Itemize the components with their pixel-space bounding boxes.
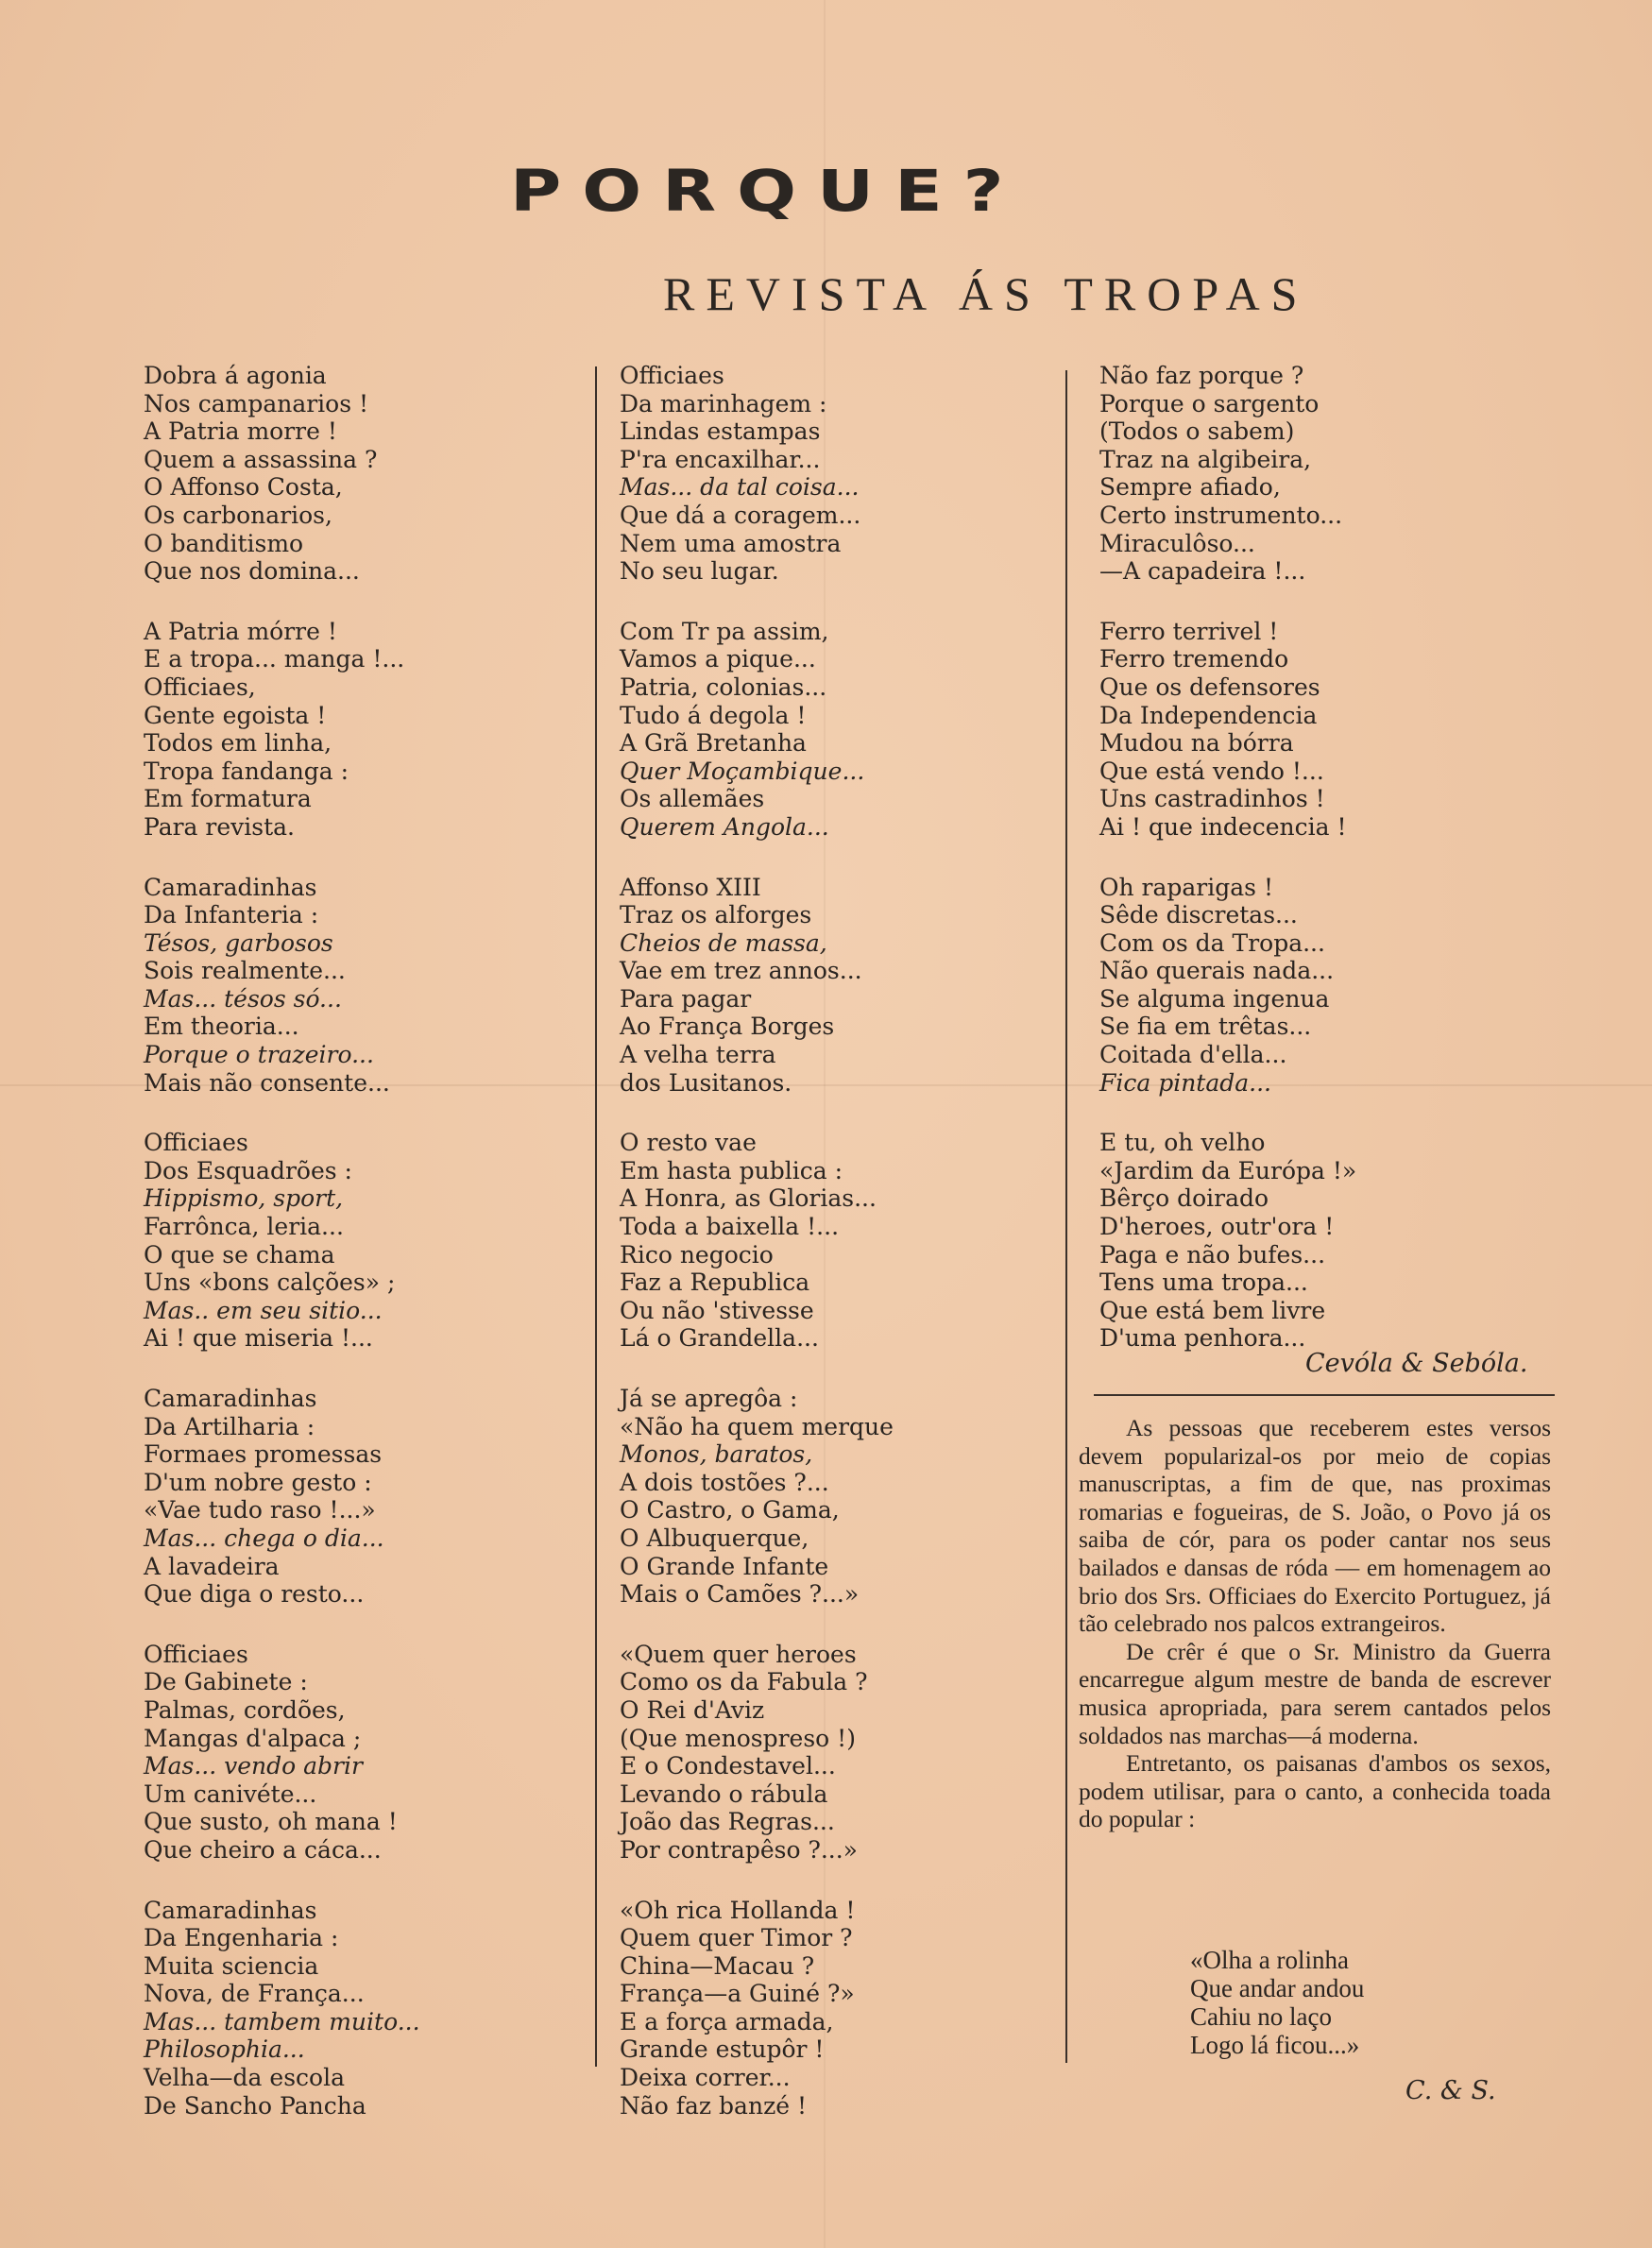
poem-line: Da Independencia — [1099, 701, 1318, 729]
poem-line: A dois tostões ?... — [620, 1468, 829, 1496]
poem-line: Palmas, cordões, — [144, 1695, 346, 1724]
poem-line: Não faz porque ? — [1099, 362, 1304, 389]
poem-line: (Todos o sabem) — [1099, 417, 1295, 446]
poem-line: «Quem quer heroes — [620, 1640, 857, 1668]
poem-line: P'ra encaxilhar... — [620, 445, 821, 473]
poem-line: Todos em linha, — [144, 729, 332, 758]
poem-line: Uns «bons calções» ; — [144, 1269, 396, 1297]
poem-line: Officiaes — [144, 1640, 248, 1668]
poem-line: Lá o Grandella... — [620, 1324, 819, 1353]
poem-line: Ferro tremendo — [1099, 645, 1289, 673]
poem-line: Levando o rábula — [620, 1780, 828, 1808]
poem-line: Da Artilharia : — [144, 1412, 315, 1440]
section-rule — [1094, 1394, 1555, 1396]
poem-stanza — [620, 1385, 894, 1609]
prose-paragraph: De crêr é que o Sr. Ministro da Guerra encarregue algum mestre de banda de escrever musica apropriada, para serem cantados pelos soldados nas marchas—á moderna. — [1079, 1637, 1551, 1749]
poem-line: Que está vendo !... — [1099, 757, 1324, 785]
poem-line: Officiaes — [144, 1129, 248, 1157]
poem-line: O banditismo — [144, 529, 304, 557]
poem-line: Camaradinhas — [144, 873, 317, 901]
poem-line: Paga e não bufes... — [1099, 1240, 1326, 1269]
poem-line: D'um nobre gesto : — [144, 1468, 372, 1496]
poem-line: E tu, oh velho — [1099, 1129, 1266, 1157]
quote-line: Que andar andou — [1190, 1974, 1365, 2002]
poem-line: No seu lugar. — [620, 557, 779, 586]
poem-line: Mas... da tal coisa... — [620, 473, 860, 502]
poem-line: Com os da Tropa... — [1099, 928, 1325, 957]
poem-stanza — [620, 1897, 894, 2120]
poem-line: A Honra, as Glorias... — [620, 1184, 877, 1213]
poem-line: Traz os alforges — [620, 901, 812, 929]
poem-line: Da marinhagem : — [620, 389, 827, 417]
poem-line: Mais o Camões ?...» — [620, 1580, 860, 1609]
poem-column-2 — [620, 362, 894, 2152]
signature: Cevóla & Sebóla. — [1305, 1349, 1528, 1378]
poem-line: Uns castradinhos ! — [1099, 785, 1325, 813]
poem-line: E a força armada, — [620, 2007, 834, 2035]
poem-line: Grande estupôr ! — [620, 2035, 825, 2064]
poem-line: Mas... chega o dia... — [144, 1524, 384, 1552]
prose-paragraph: As pessoas que receberem estes versos devem popularizal-os por meio de copias manuscriptas, a fim de que, nas proximas romarias e fogueiras, de S. João, o Povo já os saiba de cór, para os poder cantar nos seus bailados e dansas de róda — em homenagem ao brio dos Srs. Officiaes do Exercito Portuguez, já tão celebrado nos palcos extrangeiros. — [1079, 1414, 1551, 1638]
prose-notice — [1079, 1414, 1551, 1833]
poem-stanza — [144, 618, 420, 842]
poem-line: Patria, colonias... — [620, 673, 827, 701]
poem-line: Affonso XIII — [620, 873, 761, 901]
poem-line: Tens uma tropa... — [1099, 1269, 1308, 1297]
prose-paragraph: Entretanto, os paisanas d'ambos os sexos, podem utilisar, para o canto, a conhecida toada do popular : — [1079, 1749, 1551, 1833]
poem-line: Mas... vendo abrir — [144, 1752, 363, 1780]
poem-line: D'uma penhora... — [1099, 1324, 1306, 1353]
poem-line: A Patria mórre ! — [144, 617, 337, 645]
poem-line: Nem uma amostra — [620, 529, 842, 557]
poem-stanza — [144, 1897, 420, 2120]
poem-line: Que está bem livre — [1099, 1296, 1326, 1324]
poem-line: Querem Angola... — [620, 812, 829, 841]
poem-line: Quem a assassina ? — [144, 445, 378, 473]
poem-line: E a tropa... manga !... — [144, 645, 405, 673]
poem-line: Quem quer Timor ? — [620, 1924, 853, 1952]
poem-line: A velha terra — [620, 1041, 776, 1069]
poem-line: Em formatura — [144, 785, 312, 813]
poem-line: Farrônca, leria... — [144, 1213, 344, 1241]
poem-line: Gente egoista ! — [144, 701, 327, 729]
poem-line: Bêrço doirado — [1099, 1184, 1269, 1213]
poem-line: Vae em trez annos... — [620, 957, 862, 985]
column-divider — [1065, 370, 1067, 2063]
poem-line: Deixa correr... — [620, 2064, 791, 2092]
poem-stanza — [1099, 362, 1356, 586]
poem-line: Não querais nada... — [1099, 957, 1335, 985]
poem-line: E o Condestavel... — [620, 1752, 836, 1780]
poem-line: Se alguma ingenua — [1099, 984, 1330, 1013]
poem-line: O Affonso Costa, — [144, 473, 343, 502]
poem-line: De Sancho Pancha — [144, 2091, 366, 2120]
poem-line: Porque o trazeiro... — [144, 1041, 374, 1069]
poem-line: Da Infanteria : — [144, 901, 319, 929]
poem-line: «Oh rica Hollanda ! — [620, 1896, 856, 1924]
poem-line: Oh raparigas ! — [1099, 873, 1273, 901]
quote-line: Logo lá ficou...» — [1190, 2031, 1360, 2059]
quote-line: «Olha a rolinha — [1190, 1946, 1349, 1974]
poem-line: Tésos, garbosos — [144, 928, 333, 957]
poem-line: Hippismo, sport, — [144, 1184, 344, 1213]
poem-line: Os carbonarios, — [144, 501, 332, 529]
poem-column-1 — [144, 362, 420, 2152]
poem-line: A lavadeira — [144, 1552, 280, 1580]
poem-line: Faz a Republica — [620, 1269, 810, 1297]
poem-line: França—a Guiné ?» — [620, 1980, 855, 2008]
poem-line: Rico negocio — [620, 1240, 774, 1269]
poem-line: Já se apregôa : — [620, 1385, 798, 1412]
poem-line: Em hasta publica : — [620, 1156, 843, 1184]
poem-stanza — [144, 1385, 420, 1609]
poem-line: Mangas d'alpaca ; — [144, 1724, 362, 1752]
poem-line: Lindas estampas — [620, 417, 821, 446]
poem-line: Porque o sargento — [1099, 389, 1320, 417]
poem-line: O Grande Infante — [620, 1552, 829, 1580]
poem-line: Certo instrumento... — [1099, 501, 1343, 529]
poem-line: Monos, baratos, — [620, 1440, 813, 1469]
poem-line: Cheios de massa, — [620, 928, 827, 957]
poem-line: João das Regras... — [620, 1808, 835, 1836]
poem-line: Ai ! que indecencia ! — [1099, 812, 1347, 841]
poem-line: Camaradinhas — [144, 1385, 317, 1412]
poem-stanza — [1099, 618, 1356, 842]
poem-line: D'heroes, outr'ora ! — [1099, 1213, 1335, 1241]
poem-stanza — [1099, 874, 1356, 1098]
poem-line: Que os defensores — [1099, 673, 1320, 701]
initials: C. & S. — [1405, 2076, 1496, 2105]
poem-stanza — [1099, 1129, 1356, 1353]
song-quote — [1190, 1946, 1364, 2059]
poem-stanza — [620, 1641, 894, 1865]
poem-line: «Jardim da Európa !» — [1099, 1156, 1357, 1184]
poem-line: O resto vae — [620, 1129, 757, 1157]
poem-line: Não faz banzé ! — [620, 2091, 808, 2120]
poem-line: Muita sciencia — [144, 1951, 319, 1980]
poem-line: Camaradinhas — [144, 1896, 317, 1924]
poem-line: China—Macau ? — [620, 1951, 815, 1980]
poem-line: Ferro terrivel ! — [1099, 617, 1279, 645]
poem-stanza — [620, 362, 894, 586]
poem-line: Os allemães — [620, 785, 765, 813]
poem-line: Tropa fandanga : — [144, 757, 349, 785]
poem-stanza — [144, 362, 420, 586]
poem-stanza — [144, 874, 420, 1098]
poem-line: Que cheiro a cáca... — [144, 1835, 382, 1864]
poem-line: «Não ha quem merque — [620, 1412, 894, 1440]
poem-line: Se fia em trêtas... — [1099, 1013, 1312, 1041]
poem-line: Mudou na bórra — [1099, 729, 1294, 758]
poem-line: Em theoria... — [144, 1013, 299, 1041]
poem-line: Velha—da escola — [144, 2064, 345, 2092]
poem-line: Officiaes, — [144, 673, 256, 701]
poem-line: De Gabinete : — [144, 1668, 308, 1696]
poem-line: Que diga o resto... — [144, 1580, 365, 1609]
poem-line: O Albuquerque, — [620, 1524, 809, 1552]
poem-line: —A capadeira !... — [1099, 557, 1306, 586]
poem-line: Quer Moçambique... — [620, 757, 865, 785]
poem-line: Mas.. em seu sitio... — [144, 1296, 383, 1324]
poem-line: Que susto, oh mana ! — [144, 1808, 398, 1836]
poem-line: Sêde discretas... — [1099, 901, 1298, 929]
poem-line: Um canivéte... — [144, 1780, 317, 1808]
poem-line: Coitada d'ella... — [1099, 1041, 1287, 1069]
poem-line: Sempre afiado, — [1099, 473, 1281, 502]
poem-line: Nova, de França... — [144, 1980, 365, 2008]
poem-line: Ai ! que miseria !... — [144, 1324, 373, 1353]
poem-line: Traz na algibeira, — [1099, 445, 1312, 473]
poem-line: O que se chama — [144, 1240, 335, 1269]
column-divider — [595, 366, 597, 2067]
poem-line: Por contrapêso ?...» — [620, 1835, 858, 1864]
poem-line: Como os da Fabula ? — [620, 1668, 868, 1696]
poem-stanza — [620, 1129, 894, 1353]
poem-line: Para revista. — [144, 812, 295, 841]
poem-line: Philosophia... — [144, 2035, 305, 2064]
poem-line: Fica pintada... — [1099, 1068, 1271, 1097]
quote-line: Cahiu no laço — [1190, 2002, 1332, 2031]
poem-line: Sois realmente... — [144, 957, 346, 985]
page-title: PORQUE? — [510, 158, 1025, 225]
poem-line: Que nos domina... — [144, 557, 360, 586]
poem-stanza — [144, 1129, 420, 1353]
poem-line: Ao França Borges — [620, 1013, 835, 1041]
poem-line: Com Tr pa assim, — [620, 617, 829, 645]
poem-line: Formaes promessas — [144, 1440, 383, 1469]
poem-line: Ou não 'stivesse — [620, 1296, 814, 1324]
poem-line: Toda a baixella !... — [620, 1213, 840, 1241]
poem-line: O Rei d'Aviz — [620, 1695, 765, 1724]
poem-line: Miraculôso... — [1099, 529, 1255, 557]
poem-line: dos Lusitanos. — [620, 1068, 792, 1097]
poem-line: Da Engenharia : — [144, 1924, 339, 1952]
poem-line: Para pagar — [620, 984, 752, 1013]
poem-line: Que dá a coragem... — [620, 501, 861, 529]
poem-column-3 — [1099, 362, 1356, 1385]
poem-stanza — [144, 1641, 420, 1865]
poem-line: Tudo á degola ! — [620, 701, 807, 729]
poem-line: Dobra á agonia — [144, 362, 327, 389]
poem-line: Mais não consente... — [144, 1068, 390, 1097]
poem-stanza — [620, 874, 894, 1098]
poem-line: A Grã Bretanha — [620, 729, 807, 758]
poem-line: Vamos a pique... — [620, 645, 816, 673]
poem-line: Mas... tésos só... — [144, 984, 342, 1013]
page-subtitle: REVISTA ÁS TROPAS — [663, 267, 1309, 320]
poem-line: O Castro, o Gama, — [620, 1496, 840, 1524]
poem-line: Officiaes — [620, 362, 724, 389]
poem-line: Dos Esquadrões : — [144, 1156, 352, 1184]
poem-line: Nos campanarios ! — [144, 389, 369, 417]
poem-line: (Que menospreso !) — [620, 1724, 856, 1752]
poem-stanza — [620, 618, 894, 842]
poem-line: A Patria morre ! — [144, 417, 337, 446]
poem-line: «Vae tudo raso !...» — [144, 1496, 376, 1524]
poem-line: Mas... tambem muito... — [144, 2007, 420, 2035]
